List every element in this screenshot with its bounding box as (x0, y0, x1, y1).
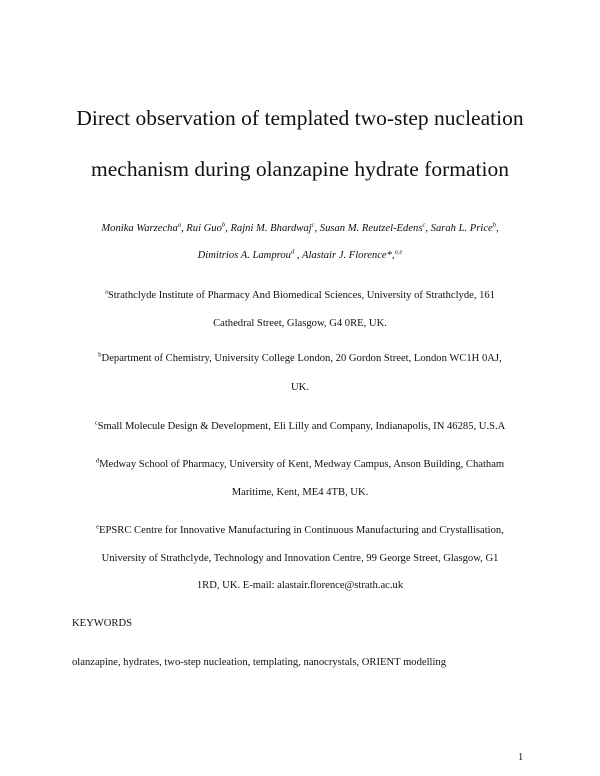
affiliation-mark: c (94, 419, 98, 427)
corresponding-author-mark: * (386, 250, 392, 261)
author-name: Alastair J. Florence (301, 250, 387, 261)
author-affiliation-mark: b (221, 221, 226, 229)
affiliation-text: EPSRC Centre for Innovative Manufacturing in Continuous Manufacturing and Crystallisation, (99, 525, 504, 536)
keywords-heading: KEYWORDS (72, 618, 133, 629)
affiliation-mark: a (104, 288, 108, 296)
author-affiliation-mark: a,e (394, 248, 403, 256)
affiliation-b-line-2: UK. (291, 382, 309, 393)
page-number: 1 (518, 752, 524, 763)
author-list-line-1: Monika Warzecha$^a$, Rui Guo$^b$, Rajni M. Bhardwaj$^c$, Susan M. Reutzel-Edens$^c$, Sarah L. Price$^b$, (101, 221, 499, 234)
affiliation-mark: e (96, 523, 100, 531)
affiliation-c (50, 421, 550, 432)
author-list-line-2: Dimitrios A. Lamprou$^d$ , Alastair J. Florence*,$^{a,e}$ (197, 248, 403, 261)
author-affiliation-mark: a (177, 221, 181, 229)
affiliation-mark: d (95, 457, 100, 465)
author-name: Sarah L. Price (430, 223, 493, 234)
affiliation-a (50, 290, 550, 301)
affiliation-d-line-2: Maritime, Kent, ME4 4TB, UK. (231, 487, 369, 498)
affiliation-mark: b (98, 351, 102, 359)
title-line-2: mechanism during olanzapine hydrate formation (91, 157, 509, 181)
author-name: Monika Warzecha (101, 223, 178, 234)
author-affiliation-mark: c (311, 221, 315, 229)
affiliation-text: Strathclyde Institute of Pharmacy And Biomedical Sciences, University of Strathclyde, 161 (107, 290, 496, 301)
affiliation-e-line-2: University of Strathclyde, Technology and Innovation Centre, 99 George Street, Glasgow, G1 (101, 553, 499, 564)
affiliation-text: Medway School of Pharmacy, University of Kent, Medway Campus, Anson Building, Chatham (99, 459, 505, 470)
author-affiliation-mark: b (492, 221, 496, 229)
keywords-list: olanzapine, hydrates, two-step nucleation, templating, nanocrystals, ORIENT modelling (72, 657, 447, 668)
author-affiliation-mark: c (422, 221, 426, 229)
affiliation-text: Department of Chemistry, University College London, 20 Gordon Street, London WC1H 0AJ, (101, 353, 502, 364)
author-name: Susan M. Reutzel-Edens (319, 223, 423, 234)
affiliation-a-line-2: Cathedral Street, Glasgow, G4 0RE, UK. (213, 318, 387, 329)
author-name: Rui Guo (186, 223, 222, 234)
affiliation-d (50, 459, 550, 470)
author-name: Dimitrios A. Lamprou (197, 250, 291, 261)
affiliation-text: Small Molecule Design & Development, Eli Lilly and Company, Indianapolis, IN 46285, U.S.A (97, 421, 506, 432)
affiliation-e-line-3: 1RD, UK. E-mail: alastair.florence@strath.ac.uk (196, 580, 404, 591)
title-line-1: Direct observation of templated two-step nucleation (76, 106, 524, 130)
author-name: Rajni M. Bhardwaj (230, 223, 312, 234)
affiliation-e (50, 525, 550, 536)
affiliation-b (50, 353, 550, 364)
author-affiliation-mark: d (290, 248, 295, 256)
